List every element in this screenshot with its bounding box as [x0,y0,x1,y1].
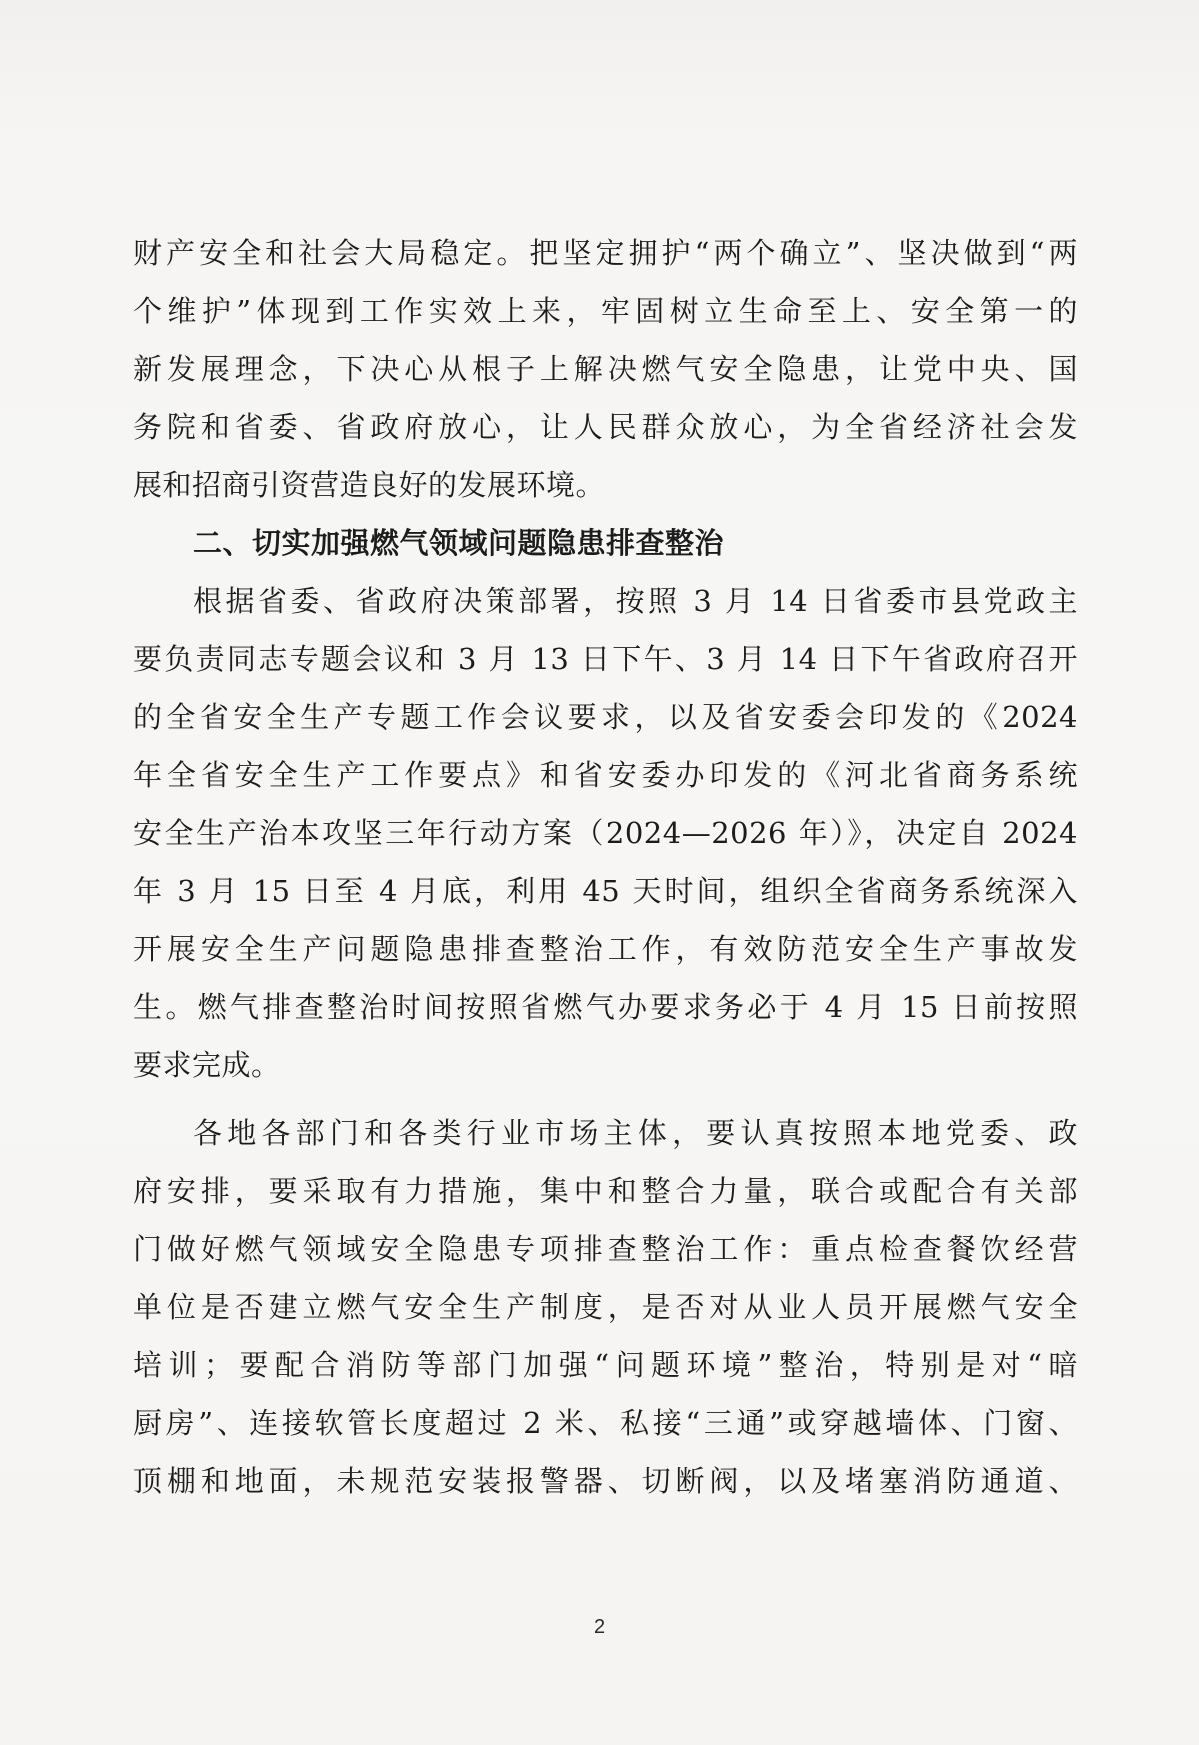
paragraph-2 [133,572,1078,1094]
paragraph-line: 年全省安全生产工作要点》和省安委办印发的《河北省商务系统 [133,758,1078,792]
paragraph-line: 单位是否建立燃气安全生产制度，是否对从业人员开展燃气安全 [133,1290,1078,1324]
paragraph-line: 年 3 月 15 日至 4 月底，利用 45 天时间，组织全省商务系统深入 [133,874,1078,908]
paragraph-line: 财产安全和社会大局稳定。把坚定拥护“两个确立”、坚决做到“两 [133,236,1078,270]
paragraph-line: 厨房”、连接软管长度超过 2 米、私接“三通”或穿越墙体、门窗、 [133,1406,1078,1440]
paragraph-line: 要负责同志专题会议和 3 月 13 日下午、3 月 14 日下午省政府召开 [133,642,1078,676]
paragraph-line: 的全省安全生产专题工作会议要求，以及省安委会印发的《2024 [133,700,1078,734]
paragraph-line: 安全生产治本攻坚三年行动方案（2024—2026 年）》，决定自 2024 [133,816,1078,850]
paragraph-line: 生。燃气排查整治时间按照省燃气办要求务必于 4 月 15 日前按照 [133,990,1078,1024]
paragraph-line: 门做好燃气领域安全隐患专项排查整治工作：重点检查餐饮经营 [133,1232,1078,1266]
paragraph-line: 新发展理念，下决心从根子上解决燃气安全隐患，让党中央、国 [133,352,1078,386]
document-body [133,224,1078,1510]
paragraph-line: 各地各部门和各类行业市场主体，要认真按照本地党委、政 [193,1116,1078,1150]
paragraph-line: 根据省委、省政府决策部署，按照 3 月 14 日省委市县党政主 [193,584,1078,618]
paragraph-line: 个维护”体现到工作实效上来，牢固树立生命至上、安全第一的 [133,294,1078,328]
paragraph-line: 培训；要配合消防等部门加强“问题环境”整治，特别是对“暗 [133,1348,1078,1382]
paragraph-line: 开展安全生产问题隐患排查整治工作，有效防范安全生产事故发 [133,932,1078,966]
paragraph-1 [133,224,1078,514]
paragraph-line: 务院和省委、省政府放心，让人民群众放心，为全省经济社会发 [133,410,1078,444]
page-number: 2 [593,1616,606,1638]
paragraph-line: 展和招商引资营造良好的发展环境。 [133,468,606,502]
paragraph-3 [133,1104,1078,1510]
paragraph-line: 要求完成。 [133,1048,281,1082]
paragraph-line: 顶棚和地面，未规范安装报警器、切断阀，以及堵塞消防通道、 [133,1464,1078,1498]
paragraph-line: 府安排，要采取有力措施，集中和整合力量，联合或配合有关部 [133,1174,1078,1208]
section-heading: 二、切实加强燃气领域问题隐患排查整治 [193,526,725,560]
